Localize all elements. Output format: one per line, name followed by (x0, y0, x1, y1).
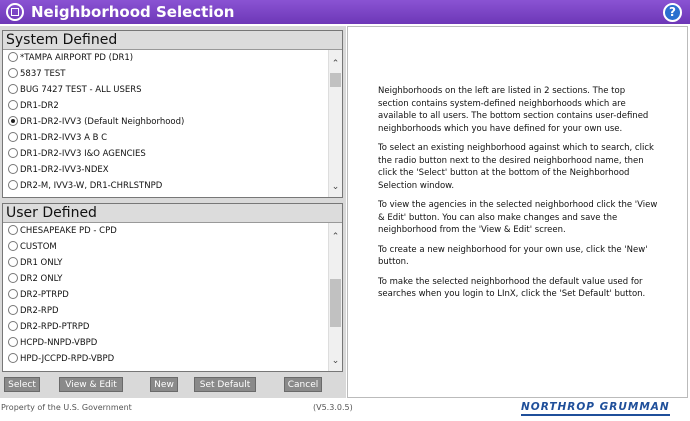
neighborhood-label: BUG 7427 TEST - ALL USERS (20, 85, 142, 95)
radio-button[interactable] (8, 148, 18, 158)
radio-button[interactable] (8, 321, 18, 331)
scroll-up-icon[interactable]: ⌃ (331, 59, 340, 69)
set-default-button[interactable]: Set Default (194, 377, 256, 392)
neighborhood-row[interactable] (3, 178, 328, 194)
scroll-down-icon[interactable]: ⌄ (331, 182, 340, 192)
neighborhood-row[interactable] (3, 50, 328, 66)
neighborhood-row[interactable] (3, 114, 328, 130)
system-defined-list (3, 50, 328, 197)
user-defined-header: User Defined (3, 204, 342, 223)
radio-button[interactable] (8, 257, 18, 267)
scroll-up-icon[interactable]: ⌃ (331, 232, 340, 242)
radio-button[interactable] (8, 116, 18, 126)
neighborhood-row[interactable] (3, 82, 328, 98)
neighborhood-row[interactable] (3, 130, 328, 146)
radio-button[interactable] (8, 132, 18, 142)
scroll-thumb[interactable] (330, 73, 341, 87)
neighborhood-row[interactable] (3, 335, 328, 351)
radio-button[interactable] (8, 305, 18, 315)
neighborhood-label: DR2-PTRPD (20, 290, 69, 300)
new-button[interactable]: New (150, 377, 178, 392)
radio-button[interactable] (8, 84, 18, 94)
action-button-bar (2, 375, 343, 395)
neighborhood-row[interactable] (3, 255, 328, 271)
help-panel (347, 26, 688, 398)
neighborhood-label: HCPD-NNPD-VBPD (20, 338, 98, 348)
select-button[interactable]: Select (4, 377, 40, 392)
neighborhood-label: DR1-DR2-IVV3-NDEX (20, 165, 109, 175)
radio-button[interactable] (8, 273, 18, 283)
help-text (378, 85, 658, 308)
user-defined-section (2, 203, 343, 372)
help-icon[interactable]: ? (663, 3, 682, 22)
radio-button[interactable] (8, 100, 18, 110)
neighborhood-row[interactable] (3, 271, 328, 287)
system-list-scrollbar[interactable] (328, 50, 342, 197)
system-defined-section (2, 30, 343, 198)
neighborhood-label: 5837 TEST (20, 69, 66, 79)
radio-button[interactable] (8, 68, 18, 78)
help-paragraph: To select an existing neighborhood against which to search, click the radio button next to the desired neighborhood name, then click the 'Select' button at the bottom of the Neighborhood Selection window. (378, 143, 654, 191)
radio-button[interactable] (8, 52, 18, 62)
radio-button[interactable] (8, 289, 18, 299)
neighborhood-label: DR1-DR2 (20, 101, 59, 111)
app-window-icon (6, 3, 24, 21)
system-defined-header: System Defined (3, 31, 342, 50)
neighborhood-label: DR2-RPD-PTRPD (20, 322, 90, 332)
title-bar (0, 0, 690, 24)
help-paragraph: To view the agencies in the selected neighborhood click the 'View & Edit' button. You can also make changes and save the neighborhood from the 'View & Edit' screen. (378, 200, 658, 235)
help-paragraph: To create a new neighborhood for your own use, click the 'New' button. (378, 244, 648, 267)
radio-button[interactable] (8, 164, 18, 174)
neighborhood-label: DR1-DR2-IVV3 A B C (20, 133, 108, 143)
footer-property-text: Property of the U.S. Government (1, 403, 132, 412)
radio-button[interactable] (8, 241, 18, 251)
help-paragraph: To make the selected neighborhood the default value used for searches when you login to LInX, click the 'Set Default' button. (378, 276, 646, 299)
neighborhood-row[interactable] (3, 287, 328, 303)
neighborhood-row[interactable] (3, 162, 328, 178)
radio-button[interactable] (8, 225, 18, 235)
help-paragraph: Neighborhoods on the left are listed in 2 sections. The top section contains system-defined neighborhoods which are available to all users. The bottom section contains user-defined neighborhoods which you have defined for your own use. (378, 86, 649, 134)
user-defined-list (3, 223, 328, 371)
neighborhood-lists-panel (0, 26, 346, 398)
neighborhood-row[interactable] (3, 239, 328, 255)
neighborhood-label: DR2-M, IVV3-W, DR1-CHRLSTNPD (20, 181, 163, 191)
cancel-button[interactable]: Cancel (284, 377, 322, 392)
neighborhood-row[interactable] (3, 351, 328, 367)
radio-button[interactable] (8, 353, 18, 363)
neighborhood-label: DR2 ONLY (20, 274, 63, 284)
neighborhood-row[interactable] (3, 66, 328, 82)
neighborhood-label: DR2-RPD (20, 306, 59, 316)
neighborhood-row[interactable] (3, 98, 328, 114)
northrop-grumman-logo: NORTHROP GRUMMAN (521, 401, 670, 413)
neighborhood-label: DR1-DR2-IVV3 (Default Neighborhood) (20, 117, 185, 127)
radio-button[interactable] (8, 180, 18, 190)
view-edit-button[interactable]: View & Edit (59, 377, 123, 392)
scroll-thumb[interactable] (330, 279, 341, 327)
neighborhood-label: HPD-JCCPD-RPD-VBPD (20, 354, 115, 364)
neighborhood-label: *TAMPA AIRPORT PD (DR1) (20, 53, 134, 63)
neighborhood-row[interactable] (3, 319, 328, 335)
radio-button[interactable] (8, 337, 18, 347)
neighborhood-row[interactable] (3, 146, 328, 162)
neighborhood-label: DR1 ONLY (20, 258, 63, 268)
footer-version: (V5.3.0.5) (313, 403, 353, 412)
scroll-down-icon[interactable]: ⌄ (331, 356, 340, 366)
neighborhood-row[interactable] (3, 303, 328, 319)
neighborhood-label: CUSTOM (20, 242, 57, 252)
neighborhood-row[interactable] (3, 223, 328, 239)
neighborhood-label: CHESAPEAKE PD - CPD (20, 226, 117, 236)
user-list-scrollbar[interactable] (328, 223, 342, 371)
window-title: Neighborhood Selection (31, 3, 235, 21)
neighborhood-label: DR1-DR2-IVV3 I&O AGENCIES (20, 149, 146, 159)
